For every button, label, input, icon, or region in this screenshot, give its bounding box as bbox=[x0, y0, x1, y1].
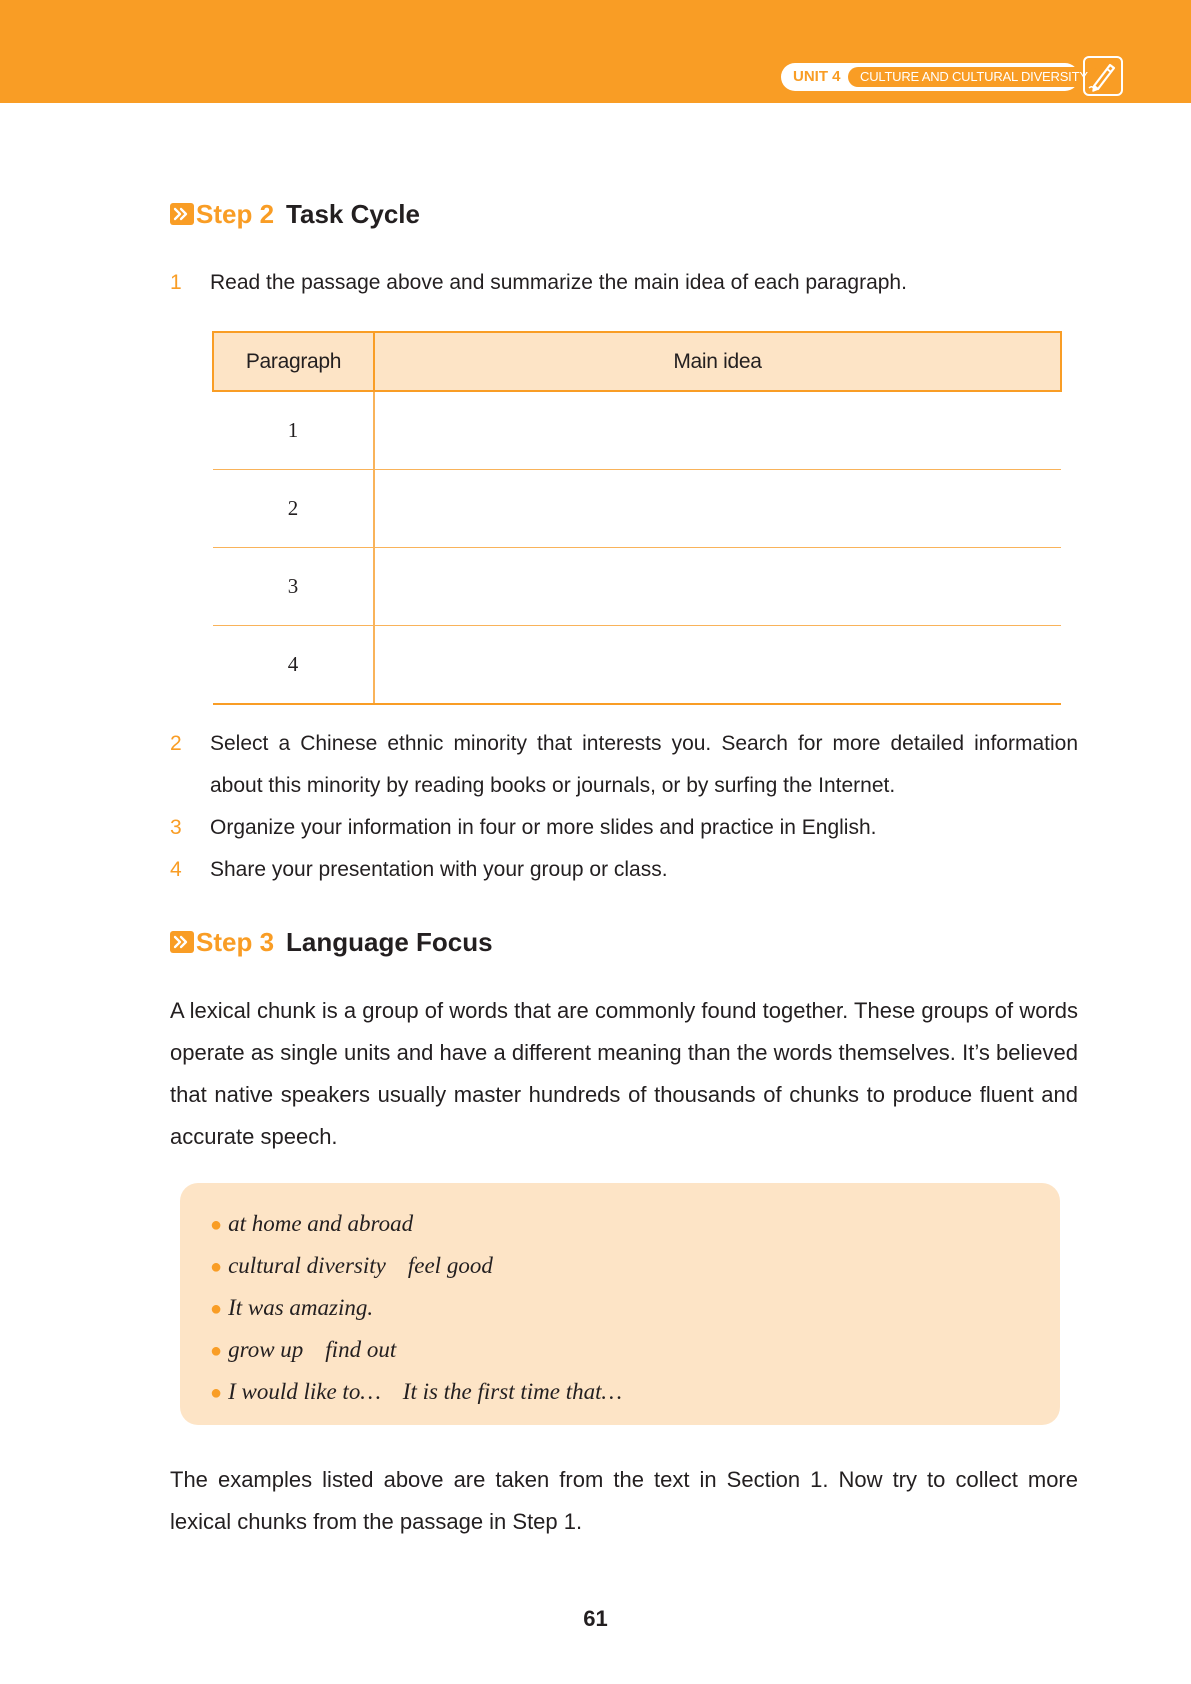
task-item bbox=[170, 849, 1078, 891]
step2-label: Step 2 bbox=[196, 198, 275, 229]
paragraph-number: 4 bbox=[213, 626, 374, 705]
task-number: 3 bbox=[170, 816, 182, 839]
unit-badge bbox=[781, 63, 1088, 91]
bullet-icon: ● bbox=[210, 1340, 223, 1362]
double-chevron-icon bbox=[170, 931, 194, 953]
paragraph-table bbox=[212, 331, 1062, 705]
lexical-chunks-box bbox=[180, 1183, 1060, 1425]
chunk-item bbox=[210, 1371, 622, 1413]
paragraph-number: 1 bbox=[213, 391, 374, 470]
step3-title: Language Focus bbox=[286, 926, 493, 957]
column-header-main-idea: Main idea bbox=[374, 332, 1061, 391]
task-text: Organize your information in four or more slides and practice in English. bbox=[210, 816, 877, 839]
main-idea-cell[interactable] bbox=[374, 548, 1061, 626]
outro-paragraph: The examples listed above are taken from the text in Section 1. Now try to collect more lexical chunks from the passage in Step 1. bbox=[170, 1467, 1078, 1534]
table-row bbox=[213, 548, 1061, 626]
task-number: 1 bbox=[170, 271, 182, 294]
step2-title: Task Cycle bbox=[286, 198, 420, 229]
chunk-text: find out bbox=[325, 1337, 397, 1362]
page-number: 61 bbox=[583, 1606, 608, 1631]
chunk-text: It was amazing. bbox=[228, 1295, 374, 1320]
bullet-icon: ● bbox=[210, 1214, 223, 1236]
chunk-text: feel good bbox=[407, 1253, 493, 1278]
chunk-text: cultural diversity bbox=[228, 1253, 386, 1278]
chunk-item bbox=[210, 1287, 373, 1329]
intro-paragraph: A lexical chunk is a group of words that are commonly found together. These groups of words operate as single units and have a different meaning than the words themselves. It’s believed that native speakers usually master hundreds of thousands of chunks to produce fluent and accurate speech. bbox=[170, 998, 1078, 1149]
table-row bbox=[213, 470, 1061, 548]
chunk-text: at home and abroad bbox=[228, 1211, 414, 1236]
paragraph-number: 2 bbox=[213, 470, 374, 548]
step2-heading bbox=[170, 197, 420, 231]
double-chevron-icon bbox=[170, 203, 194, 225]
task-item bbox=[170, 723, 1078, 807]
unit-label: UNIT 4 bbox=[793, 68, 841, 85]
task-text: Read the passage above and summarize the main idea of each paragraph. bbox=[210, 271, 907, 294]
unit-title: CULTURE AND CULTURAL DIVERSITY bbox=[848, 67, 1100, 87]
chunk-item bbox=[210, 1329, 396, 1371]
table-row bbox=[213, 626, 1061, 705]
chunk-item bbox=[210, 1203, 413, 1245]
task-number: 4 bbox=[170, 858, 182, 881]
chunk-text: It is the first time that… bbox=[402, 1379, 622, 1404]
main-idea-cell[interactable] bbox=[374, 470, 1061, 548]
main-idea-cell[interactable] bbox=[374, 626, 1061, 705]
task-item bbox=[170, 262, 1078, 304]
step3-heading bbox=[170, 925, 493, 959]
bullet-icon: ● bbox=[210, 1298, 223, 1320]
step3-label: Step 3 bbox=[196, 926, 275, 957]
main-idea-cell[interactable] bbox=[374, 391, 1061, 470]
table-row bbox=[213, 391, 1061, 470]
task-item bbox=[170, 807, 1078, 849]
bullet-icon: ● bbox=[210, 1256, 223, 1278]
paragraph-number: 3 bbox=[213, 548, 374, 626]
bullet-icon: ● bbox=[210, 1382, 223, 1404]
chunk-text: grow up bbox=[228, 1337, 304, 1362]
chunk-text: I would like to… bbox=[228, 1379, 381, 1404]
task-text: Select a Chinese ethnic minority that interests you. Search for more detailed information about this minority by reading books or journals, or by surfing the Internet. bbox=[210, 732, 1078, 797]
pen-icon bbox=[1083, 56, 1123, 96]
column-header-paragraph: Paragraph bbox=[213, 332, 374, 391]
task-text: Share your presentation with your group or class. bbox=[210, 858, 668, 881]
task-number: 2 bbox=[170, 732, 182, 755]
chunk-item bbox=[210, 1245, 493, 1287]
